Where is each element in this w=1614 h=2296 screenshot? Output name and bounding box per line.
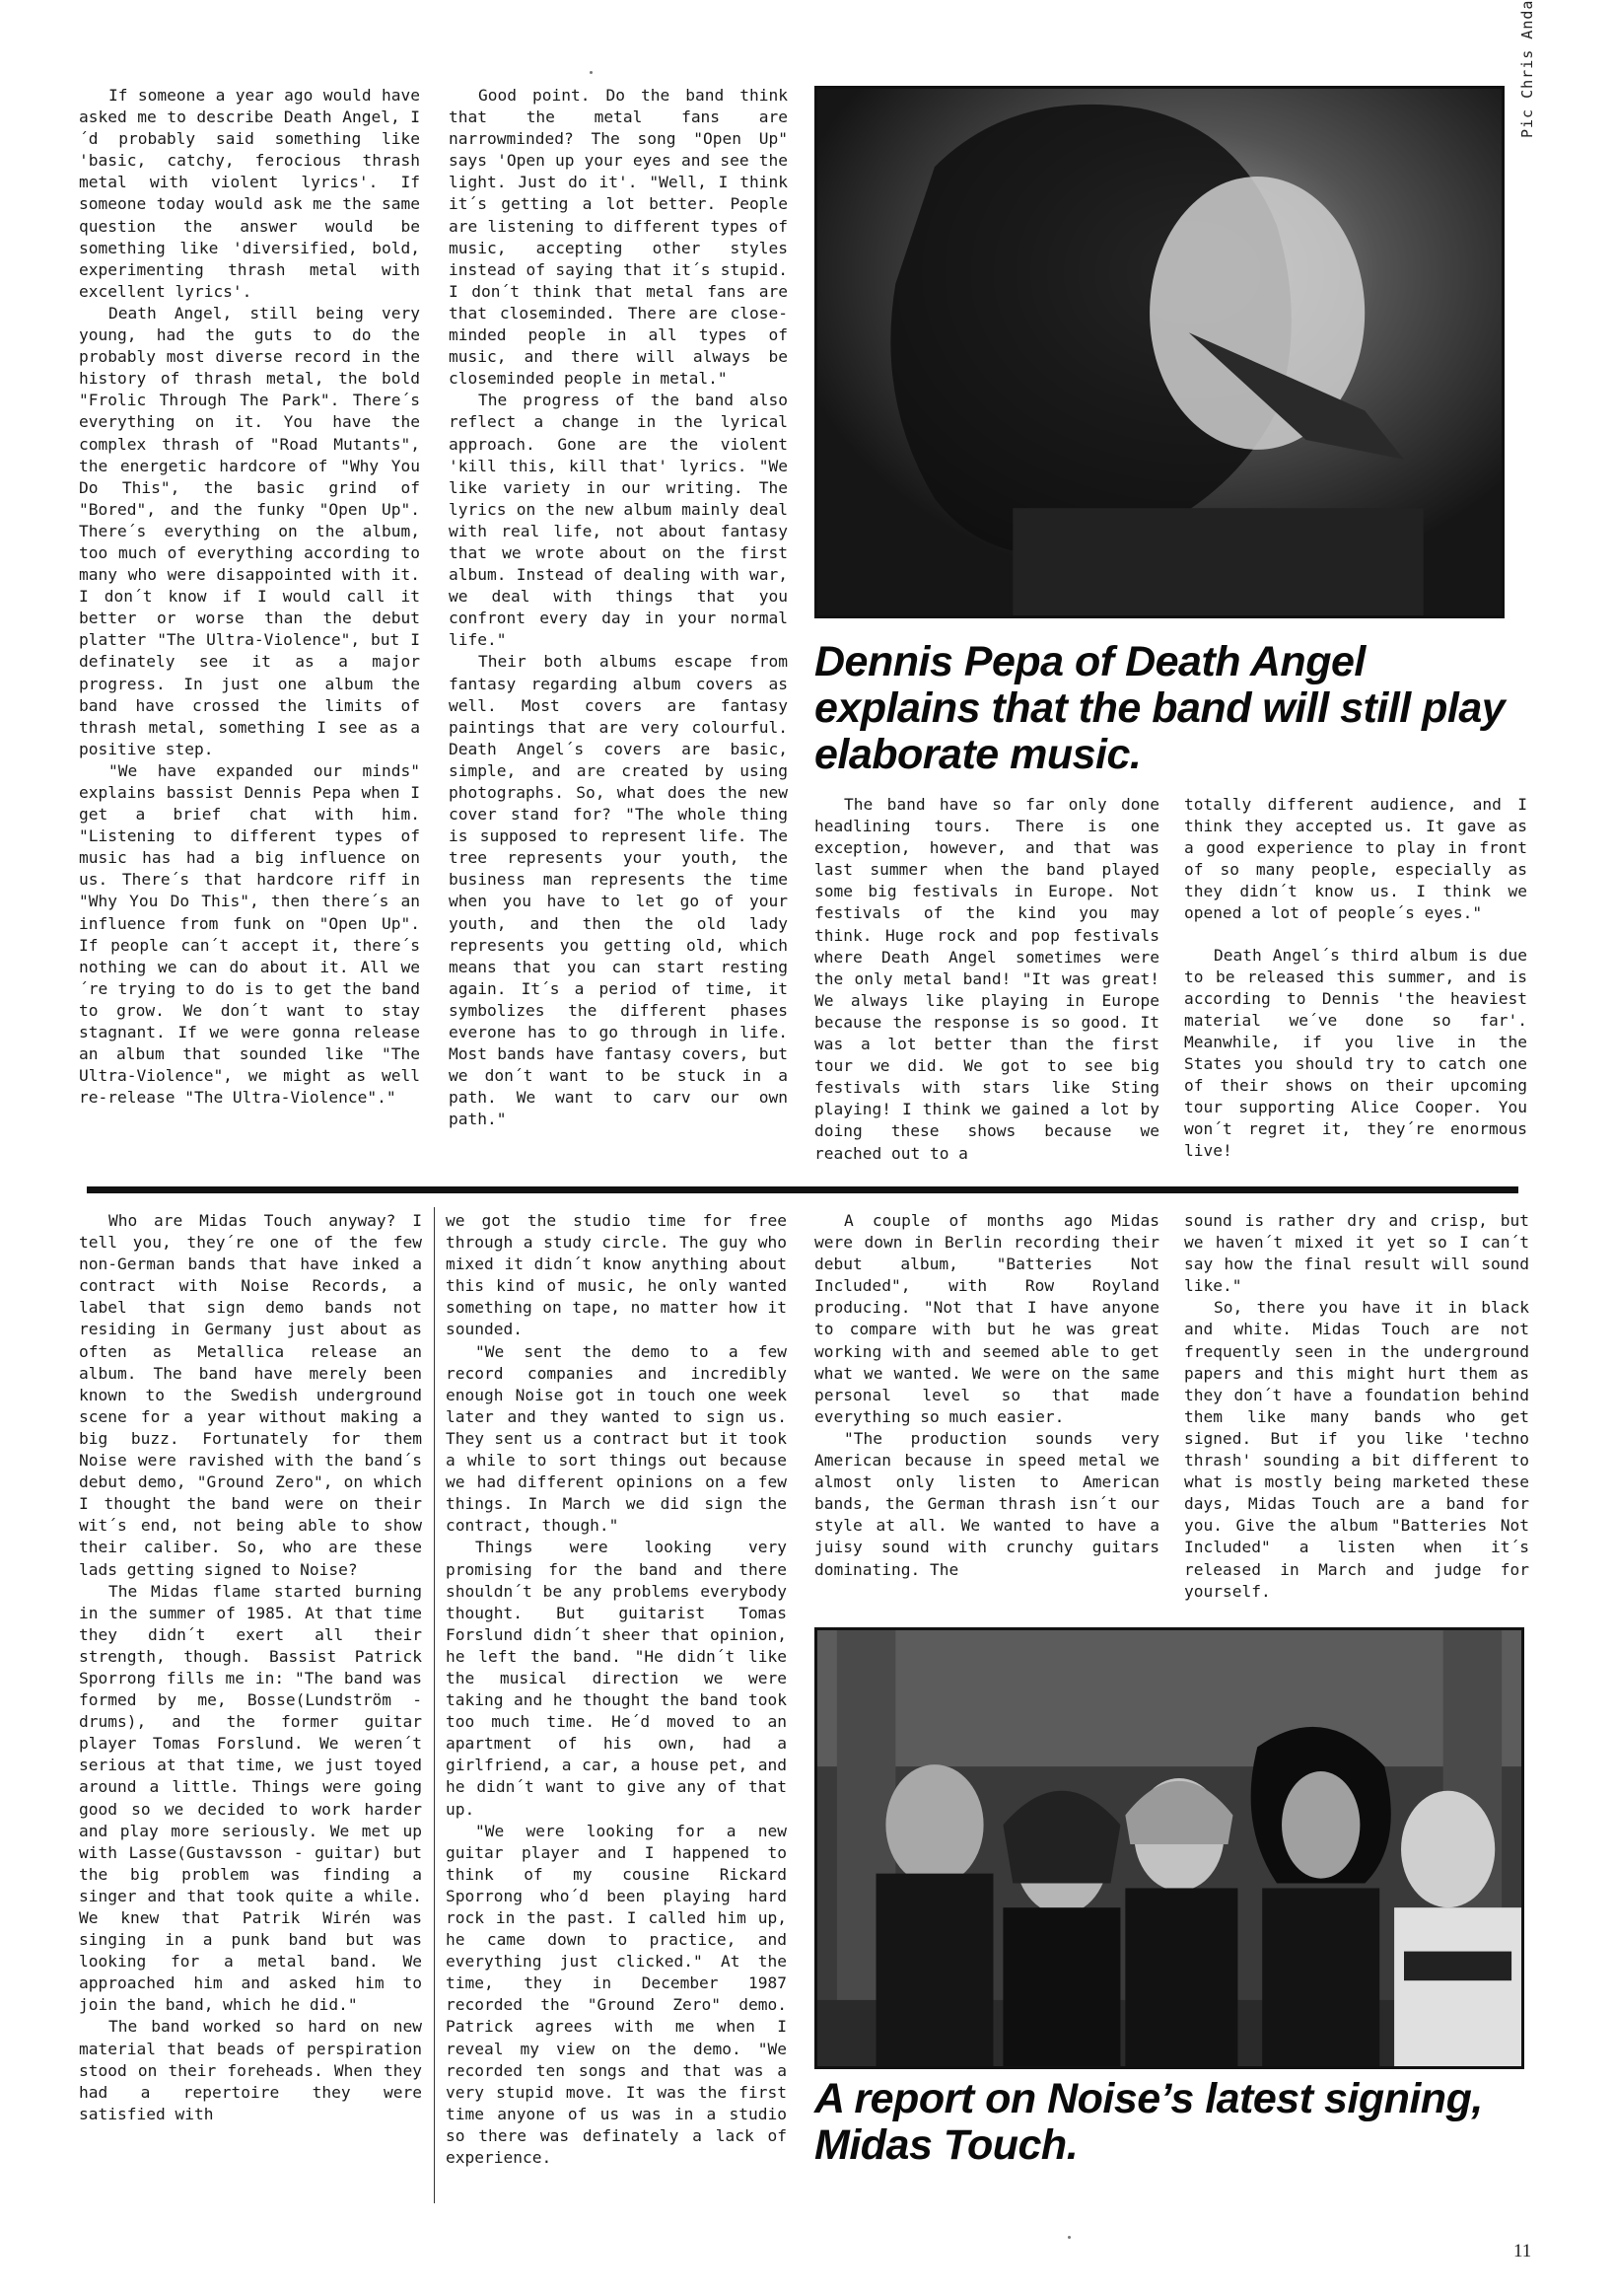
paragraph: The Midas flame started burning in the summer of 1985. At that time they didn´t exert all their strength, though. Bassist Patrick Sporrong fills me in: "The band was formed by me, Bosse(Lundström - drums), and the former guitar player Tomas Forslund. We weren´t serious at that time, we just toyed around a little. Things were going good so we decided to work harder and play more seriously. We met up with Lasse(Gustavsson - guitar) but the big problem was finding a singer and that took quite a while. We knew that Patrik Wirén was singing in a punk band but was looking for a metal band. We approached him and asked him to join the band, which he did." (79, 1581, 422, 2015)
paragraph: Death Angel´s third album is due to be released this summer, and is according to Dennis 'the heaviest material we´ve done so far'. Meanwhile, if you live in the States you should try to catch one of their shows on their upcoming tour supporting Alice Cooper. You won´t regret it, they´re enormous live! (1184, 945, 1527, 1161)
death-angel-column-4 (1184, 794, 1527, 1181)
print-speck (1068, 2236, 1071, 2239)
section-divider (87, 1186, 1518, 1193)
paragraph: "The production sounds very American because in speed metal we almost only listen to American bands, the German thrash isn´t our style at all. We wanted to have a juisy sound with crunchy guitars dominating. The (814, 1428, 1159, 1579)
midas-touch-band-photo (814, 1627, 1524, 2069)
death-angel-column-2 (449, 85, 788, 1180)
paragraph: A couple of months ago Midas were down in Berlin recording their debut album, "Batteries Not Included", with Row Royland producing. "Not that I have anyone to compare with but he was great working with and seemed able to get what we wanted. We were on the same personal level so that made everything so much easier. (814, 1211, 1159, 1426)
paragraph: "We sent the demo to a few record companies and incredibly enough Noise got in touch one week later and they wanted to sign us. They sent us a contract but it took a while to sort things out because we had different opinions on a few things. In March we did sign the contract, though." (446, 1341, 787, 1536)
paragraph: Things were looking very promising for the band and there shouldn´t be any problems everybody thought. But guitarist Tomas Forslund didn´t sheer that opinion, he left the band. "He didn´t like the musical direction we were taking and he thought the band took too much time. He´d moved to an apartment of his own, had a girlfriend, a car, a house pet, and he didn´t want to give any of that up. (446, 1538, 787, 1819)
page-number: 11 (1513, 2241, 1532, 2261)
paragraph: The band have so far only done headlining tours. There is one exception, however, and that was last summer when the band played some big festivals in Europe. Not festivals of the kind you may think. Huge rock and pop festivals where Death Angel sometimes were the only metal band! "It was great! We always like playing in Europe because the response is so good. It was a lot better than the first tour we did. We got to see big festivals with stars like Sting playing! I think we gained a lot by doing these shows because we reached out to a (814, 795, 1159, 1163)
paragraph: we got the studio time for free through a study circle. The guy who mixed it didn´t know anything about this kind of music, he only wanted something on tape, no matter how it sounded. (446, 1211, 787, 1339)
dennis-pepa-photo (814, 86, 1505, 618)
death-angel-column-1 (79, 85, 420, 1175)
midas-touch-column-2 (446, 1210, 787, 2216)
paragraph: sound is rather dry and crisp, but we haven´t mixed it yet so I can´t say how the final result will sound like." (1184, 1211, 1529, 1296)
paragraph: If someone a year ago would have asked me to describe Death Angel, I´d probably said something like 'basic, catchy, ferocious thrash metal with violent lyrics'. If someone today would ask me the same question the answer would be something like 'diversified, bold, experimenting thrash metal with excellent lyrics'. (79, 86, 420, 301)
paragraph: The band worked so hard on new material that beads of perspiration stood on their foreheads. When they had a repertoire they were satisfied with (79, 2017, 422, 2123)
paragraph: Who are Midas Touch anyway? I tell you, they´re one of the few non-German bands that have inked a contract with Noise Records, a label that sign demo bands not residing in Germany just about as often as Metallica release an album. The band have merely been known to the Swedish underground scene for a year without making a big buzz. Fortunately for them Noise were ravished with the band´s debut demo, "Ground Zero", on which I thought the band were on their wit´s end, not being able to show their caliber. So, who are these lads getting signed to Noise? (79, 1211, 422, 1579)
paragraph: So, there you have it in black and white. Midas Touch are not frequently seen in the underground papers and this might hurt them as they don´t have a foundation behind them like many bands who get signed. But if you like 'techno thrash' sounding a bit different to what is mostly being marketed these days, Midas Touch are a band for you. Give the album "Batteries Not Included" a listen when it´s released in March and judge for yourself. (1184, 1298, 1529, 1601)
paragraph: "We have expanded our minds" explains bassist Dennis Pepa when I get a brief chat with him. "Listening to different types of music has had a big influence on us. There´s that hardcore riff in "Why You Do This", then there´s an influence from funk on "Open Up". If people can´t accept it, there´s nothing we can do about it. All we´re trying to do is to get the band to grow. We don´t want to stay stagnant. If we were gonna release an album that sounded like "The Ultra-Violence", we might as well re-release "The Ultra-Violence"." (79, 760, 420, 1108)
paragraph: Good point. Do the band think that the metal fans are narrowminded? The song "Open Up" says 'Open up your eyes and see the light. Just do it'. "Well, I think it´s getting a lot better. People are listening to different types of music, accepting other styles instead of saying that it´s stupid. I don´t think that metal fans are that closeminded. There are close-minded people in all types of music, and there will always be closeminded people in metal." (449, 86, 788, 389)
midas-touch-headline: A report on Noise’s latest signing, Midas Touch. (814, 2075, 1483, 2169)
photo-credit: Pic Chris Anda (1518, 0, 1536, 138)
paragraph: "We were looking for a new guitar player and I happened to think of my cousine Rickard Sporrong who´d been playing hard rock in the past. I called him up, he came down to practice, and everything just clicked." At the time, they in December 1987 recorded the "Ground Zero" demo. Patrick agrees with me when I reveal my view on the demo. "We recorded ten songs and that was a very stupid move. It was the first time anyone of us was in a studio so there was definately a lack of experience. (446, 1821, 787, 2168)
paragraph: Death Angel, still being very young, had the guts to do the probably most diverse record in the history of thrash metal, the bold "Frolic Through The Park". There´s everything on it. You have the complex thrash of "Road Mutants", the energetic hardcore of "Why You Do This", the basic grind of "Bored", and the funky "Open Up". There´s everything on the album, too much of everything according to many who were disappointed with it. I don´t know if I would call it better or worse than the debut platter "The Ultra-Violence", but I definately see it as a major progress. In just one album the band have crossed the limits of thrash metal, something I see as a positive step. (79, 303, 420, 758)
midas-touch-column-4 (1184, 1210, 1529, 1622)
midas-touch-column-3 (814, 1210, 1159, 1622)
paragraph: totally different audience, and I think they accepted us. It gave as a good experience to play in front of so many people, especially as they didn´t know us. I think we opened a lot of people´s eyes." (1184, 795, 1527, 923)
death-angel-column-3 (814, 794, 1159, 1181)
death-angel-headline: Dennis Pepa of Death Angel explains that the band will still play elaborate music. (814, 638, 1506, 778)
paragraph: The progress of the band also reflect a change in the lyrical approach. Gone are the violent 'kill this, kill that' lyrics. "We like variety in our writing. The lyrics on the new album mainly deal with real life, not about fantasy that we wrote about on the first album. Instead of dealing with war, we deal with things that you confront every day in your normal life." (449, 391, 788, 650)
print-speck (590, 71, 593, 74)
column-rule (434, 1207, 435, 2203)
midas-touch-column-1 (79, 1210, 422, 2216)
paragraph: Their both albums escape from fantasy regarding album covers as well. Most covers are fantasy paintings that are very colourful. Death Angel´s covers are basic, simple, and are created by using photographs. So, what does the new cover stand for? "The whole thing is supposed to represent life. The tree represents your youth, the business man represents the time when you have to let go of your youth, and then the old lady represents you getting old, which means that you can start resting again. It´s a period of time, it symbolizes the different phases everone has to go through in life. Most bands have fantasy covers, but we don´t want to be stuck in a path. We want to carv our own path." (449, 652, 788, 1129)
